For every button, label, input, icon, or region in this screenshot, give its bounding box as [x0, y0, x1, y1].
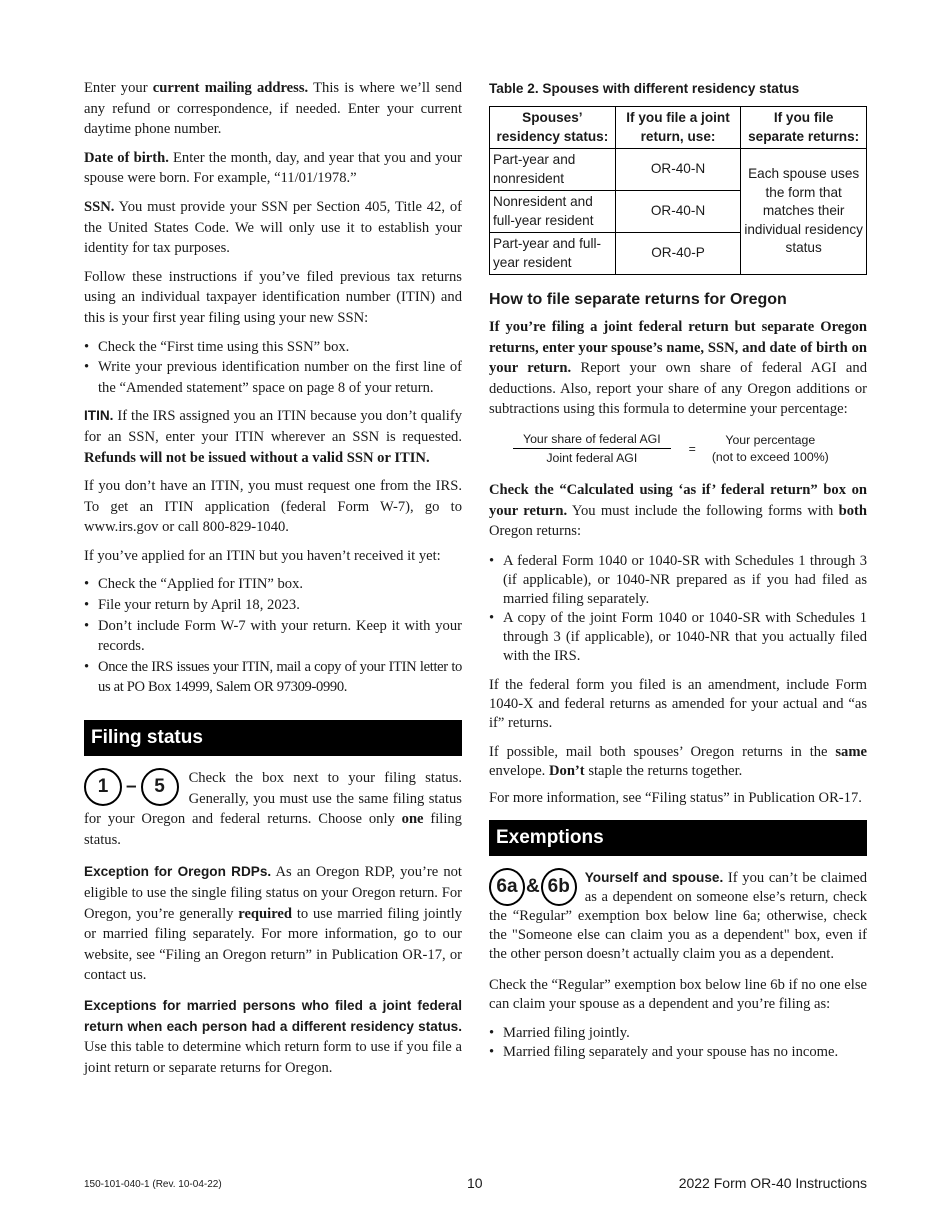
filing-bullet-list: [489, 1024, 867, 1062]
filing-status-block: [84, 768, 462, 858]
as-if-paragraph: Check the “Calculated using ‘as if’ federal return” box on your return. You must include the following forms with both Oregon returns:: [489, 481, 867, 540]
married-exception-paragraph: Exceptions for married persons who filed a joint federal return when each person had a different residency status. Use this table to determine which return form to use if you file a joint return or separate returns for Oregon.: [84, 997, 462, 1076]
table-cell: OR-40-N: [615, 191, 741, 233]
itin-paragraph: ITIN. If the IRS assigned you an ITIN because you don’t qualify for an SSN, enter your ITIN wherever an SSN is requested. Refunds will not be issued without a valid SSN or ITIN.: [84, 408, 462, 466]
line-6b-circle: 6b: [541, 868, 577, 906]
table-cell: Each spouse uses the form that matches their individual residency status: [741, 149, 867, 275]
line-1-circle: 1: [84, 768, 122, 806]
formula-result: Your percentage (not to exceed 100%): [711, 432, 829, 464]
table-row: [490, 149, 867, 191]
list-item: • A federal Form 1040 or 1040-SR with Schedules 1 through 3 (if applicable), or 1040-NR prepared as if you had filed as married filing separately.: [489, 552, 867, 609]
left-column: [84, 78, 462, 1086]
mail-paragraph: If possible, mail both spouses’ Oregon returns in the same envelope. Don’t staple the returns together.: [489, 743, 867, 779]
rdp-exception-paragraph: Exception for Oregon RDPs. As an Oregon RDP, you’re not eligible to use the single filing status on your Oregon return. For Oregon, you’re generally required to use married filing jointly or married filing separately. For more information, go to our website, see “Filing an Oregon return” in Publication OR-17, or contact us.: [84, 864, 462, 984]
itin-bullet-list: [84, 574, 462, 698]
right-column: [489, 78, 867, 1070]
yourself-spouse-paragraph: Yourself and spouse. If you can’t be claimed as a dependent on someone else’s return, check the “Regular” exemption box below line 6a; otherwise, check the "Someone else can claim you as a dependent" box, even if the other person doesn’t actually claim you as a dependent.: [489, 869, 867, 962]
table-cell: Nonresident and full-year resident: [490, 191, 616, 233]
percentage-formula: [513, 432, 867, 466]
form-number: 150-101-040-1 (Rev. 10-04-22): [84, 1179, 222, 1190]
formula-fraction: [513, 432, 671, 465]
separate-returns-heading: How to file separate returns for Oregon: [489, 291, 787, 308]
amendment-paragraph: If the federal form you filed is an amendment, include Form 1040-X and federal returns as amended for your actual and “as if” returns.: [489, 676, 867, 731]
previous-itin-paragraph: Follow these instructions if you’ve filed previous tax returns using an individual taxpayer identification number (ITIN) and this is your first year filing using your new SSN:: [84, 268, 462, 326]
table-cell: Part-year and full-year resident: [490, 233, 616, 275]
list-item: • A copy of the joint Form 1040 or 1040-SR with Schedules 1 through 3 (if applicable), or 1040-NR that you actually filed with the IRS.: [489, 609, 867, 666]
ssn-paragraph: SSN. You must provide your SSN per Section 405, Title 42, of the United States Code. We will only use it to establish your identity for tax purposes.: [84, 198, 462, 257]
document-title: 2022 Form OR-40 Instructions: [678, 1175, 867, 1191]
list-item: • Once the IRS issues your ITIN, mail a copy of your ITIN letter to us at PO Box 14999, Salem OR 97309-0990.: [84, 657, 462, 698]
list-item: • Write your previous identification number on the first line of the “Amended statement” space on page 8 of your return.: [84, 357, 462, 398]
formula-denominator: Joint federal AGI: [546, 451, 638, 466]
line-5-circle: 5: [141, 768, 179, 806]
table-header: Spouses’ residency status:: [490, 107, 616, 149]
request-itin-paragraph: If you don’t have an ITIN, you must request one from the IRS. To get an ITIN application (federal Form W-7), go to www.irs.gov or call 800-829-1040.: [84, 478, 462, 536]
page-number: 10: [467, 1175, 483, 1191]
table-header: If you file separate returns:: [741, 107, 867, 149]
date-of-birth-paragraph: Date of birth. Enter the month, day, and year that you and your spouse were born. For example, “11/01/1978.”: [84, 149, 462, 187]
formula-equals: =: [688, 441, 696, 456]
line-6-badge: [489, 868, 577, 906]
check-filing-status-paragraph: Check the box next to your filing status. Generally, you must use the same filing status for your Oregon and federal returns. Choose only one filing status.: [84, 770, 462, 848]
forms-bullet-list: [489, 552, 867, 666]
exemptions-block: [489, 868, 867, 972]
residency-table: [489, 106, 867, 275]
exemptions-heading: Exemptions: [489, 820, 867, 856]
range-dash: –: [126, 776, 137, 798]
regular-exemption-paragraph: Check the “Regular” exemption box below line 6b if no one else can claim your spouse as a dependent and you’re filing as:: [489, 976, 867, 1012]
formula-numerator: Your share of federal AGI: [513, 432, 671, 449]
list-item: • Married filing separately and your spouse has no income.: [489, 1043, 867, 1062]
ssn-bullet-list: [84, 337, 462, 399]
ampersand: &: [526, 875, 540, 897]
table-title: Table 2. Spouses with different residency status: [489, 81, 800, 96]
mailing-address-paragraph: Enter your current mailing address. This is where we’ll send any refund or correspondence, if needed. Enter your current daytime phone number.: [84, 80, 462, 138]
table-cell: OR-40-P: [615, 233, 741, 275]
list-item: • File your return by April 18, 2023.: [84, 595, 462, 616]
table-cell: Part-year and nonresident: [490, 149, 616, 191]
more-info-paragraph: For more information, see “Filing status” in Publication OR-17.: [489, 789, 862, 806]
table-header-row: [490, 107, 867, 149]
filing-status-heading: Filing status: [84, 720, 462, 756]
separate-returns-paragraph: If you’re filing a joint federal return but separate Oregon returns, enter your spouse’s name, SSN, and date of birth on your return. Report your own share of federal AGI and deductions. Also, report your share of any Oregon additions or subtractions using this formula to determine your percentage:: [489, 319, 867, 418]
table-header: If you file a joint return, use:: [615, 107, 741, 149]
list-item: • Married filing jointly.: [489, 1024, 867, 1043]
line-range-badge: [84, 768, 179, 806]
list-item: • Don’t include Form W-7 with your return. Keep it with your records.: [84, 616, 462, 657]
line-6a-circle: 6a: [489, 868, 525, 906]
list-item: • Check the “First time using this SSN” box.: [84, 337, 462, 358]
applied-itin-paragraph: If you’ve applied for an ITIN but you haven’t received it yet:: [84, 547, 441, 564]
table-cell: OR-40-N: [615, 149, 741, 191]
list-item: • Check the “Applied for ITIN” box.: [84, 574, 462, 595]
